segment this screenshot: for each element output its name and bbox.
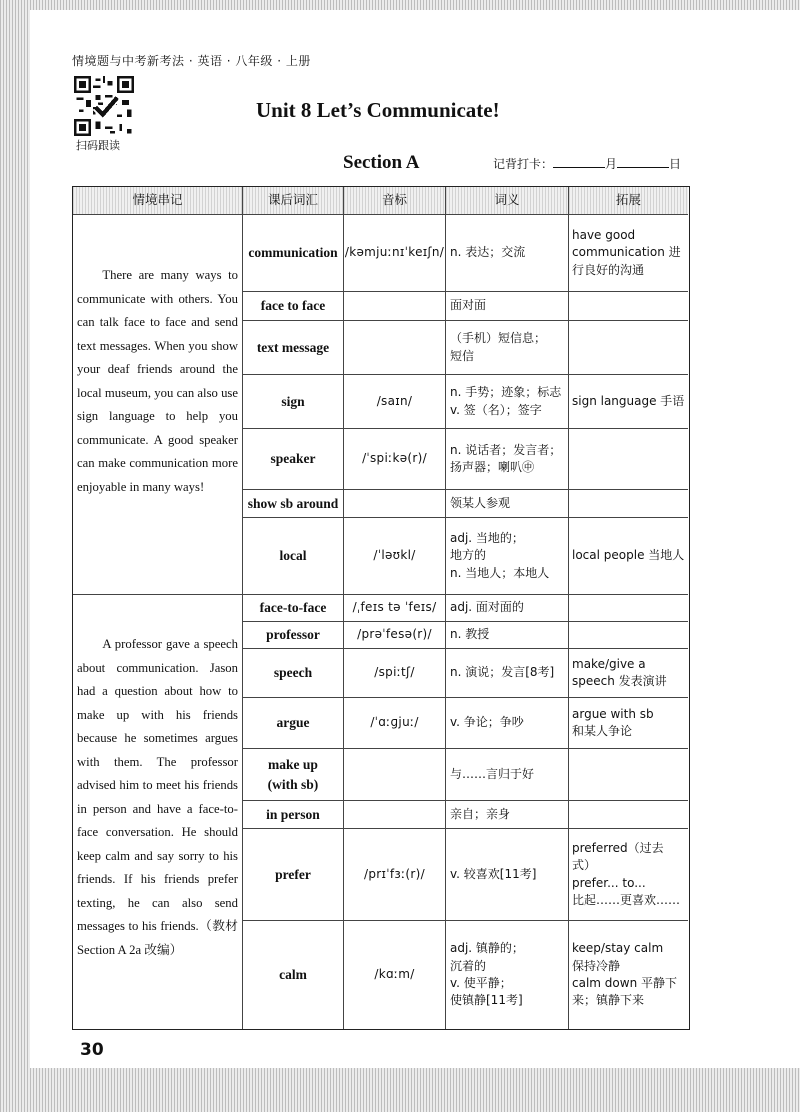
- extension-cell: [569, 595, 688, 622]
- phonetic-cell: [344, 292, 446, 321]
- word-cell: local: [243, 518, 344, 595]
- checkin-month: 月: [605, 157, 618, 171]
- extension-cell: argue with sb 和某人争论: [569, 698, 688, 749]
- phonetic-cell: /ˈɑːɡjuː/: [344, 698, 446, 749]
- header-phonetic: 音标: [344, 187, 446, 215]
- vocab-table: [72, 186, 690, 1030]
- phonetic-cell: [344, 321, 446, 375]
- extension-cell: preferred（过去式） prefer... to... 比起……更喜欢……: [569, 829, 688, 921]
- phonetic-cell: /ˈspiːkə(r)/: [344, 429, 446, 490]
- scan-edge-bottom: [0, 1068, 800, 1112]
- context-story-1: [73, 215, 243, 595]
- phonetic-cell: [344, 749, 446, 801]
- extension-cell: [569, 749, 688, 801]
- header-extension: 拓展: [569, 187, 688, 215]
- word-cell: argue: [243, 698, 344, 749]
- unit-title: Unit 8 Let’s Communicate!: [256, 98, 500, 122]
- page-number: 30: [80, 1040, 104, 1060]
- header-meaning: 词义: [446, 187, 569, 215]
- month-blank[interactable]: [553, 155, 605, 168]
- word-cell: make up (with sb): [243, 749, 344, 801]
- extension-cell: [569, 490, 688, 518]
- word-cell: show sb around: [243, 490, 344, 518]
- checkin-line: [493, 155, 681, 172]
- extension-cell: make/give a speech 发表演讲: [569, 649, 688, 698]
- qr-label: 扫码跟读: [76, 139, 120, 152]
- phonetic-cell: /kɑːm/: [344, 921, 446, 1029]
- meaning-cell: 面对面: [446, 292, 569, 321]
- word-cell: professor: [243, 622, 344, 649]
- context-story-2: [73, 595, 243, 1029]
- word-cell: speaker: [243, 429, 344, 490]
- extension-cell: [569, 429, 688, 490]
- meaning-cell: n. 教授: [446, 622, 569, 649]
- word-cell: calm: [243, 921, 344, 1029]
- phonetic-cell: /ˌfeɪs tə ˈfeɪs/: [344, 595, 446, 622]
- extension-cell: have good communication 进行良好的沟通: [569, 215, 688, 292]
- phonetic-cell: /ˈləʊkl/: [344, 518, 446, 595]
- word-cell: face-to-face: [243, 595, 344, 622]
- meaning-cell: n. 说话者；发言者； 扬声器；喇叭㊥: [446, 429, 569, 490]
- story-text: There are many ways to communicate with others. You can talk face to face and send text messages. When you show your deaf friends around the local museum, you can also use sign language to help you communicate. A good speaker can make communication more enjoyable in many ways!: [77, 268, 238, 494]
- scan-edge-top: [30, 0, 800, 10]
- word-cell: in person: [243, 801, 344, 829]
- phonetic-cell: [344, 490, 446, 518]
- meaning-cell: adj. 当地的； 地方的 n. 当地人；本地人: [446, 518, 569, 595]
- phonetic-cell: [344, 801, 446, 829]
- phonetic-cell: /prəˈfesə(r)/: [344, 622, 446, 649]
- section-title: Section A: [343, 152, 420, 173]
- story-text: A professor gave a speech about communication. Jason had a question about how to make up with his friends because he sometimes argues with them. The professor advised him to meet his friends in person and have a face-to-face conversation. He should keep calm and say sorry to his friends. If his friends prefer texting, he can also send messages to his friends.（教材 Section A 2a 改编）: [77, 637, 238, 957]
- book-title: 情境题与中考新考法 · 英语 · 八年级 · 上册: [72, 54, 311, 68]
- extension-cell: sign language 手语: [569, 375, 688, 429]
- word-cell: text message: [243, 321, 344, 375]
- word-cell: face to face: [243, 292, 344, 321]
- extension-cell: [569, 321, 688, 375]
- word-cell: speech: [243, 649, 344, 698]
- qr-code[interactable]: [74, 76, 134, 136]
- phonetic-cell: /spiːtʃ/: [344, 649, 446, 698]
- meaning-cell: adj. 面对面的: [446, 595, 569, 622]
- word-cell: prefer: [243, 829, 344, 921]
- checkin-day: 日: [669, 157, 682, 171]
- header-vocab: 课后词汇: [243, 187, 344, 215]
- phonetic-cell: /prɪˈfɜː(r)/: [344, 829, 446, 921]
- checkin-label: 记背打卡：: [493, 157, 554, 171]
- meaning-cell: n. 手势；迹象；标志 v. 签（名）；签字: [446, 375, 569, 429]
- word-cell: communication: [243, 215, 344, 292]
- extension-cell: [569, 292, 688, 321]
- meaning-cell: n. 表达；交流: [446, 215, 569, 292]
- meaning-cell: 领某人参观: [446, 490, 569, 518]
- meaning-cell: v. 较喜欢[11考]: [446, 829, 569, 921]
- extension-cell: [569, 801, 688, 829]
- phonetic-cell: /saɪn/: [344, 375, 446, 429]
- header-context: 情境串记: [73, 187, 243, 215]
- extension-cell: keep/stay calm 保持冷静 calm down 平静下来；镇静下来: [572, 941, 677, 1008]
- meaning-cell: 亲自；亲身: [446, 801, 569, 829]
- meaning-cell: v. 争论；争吵: [446, 698, 569, 749]
- meaning-cell: （手机）短信息； 短信: [446, 321, 569, 375]
- extension-cell: [569, 622, 688, 649]
- meaning-cell: 与……言归于好: [446, 749, 569, 801]
- extension-cell: local people 当地人: [569, 518, 688, 595]
- meaning-cell: n. 演说；发言[8考]: [446, 649, 569, 698]
- day-blank[interactable]: [617, 155, 669, 168]
- phonetic-cell: /kəmjuːnɪˈkeɪʃn/: [344, 215, 446, 292]
- meaning-cell: adj. 镇静的； 沉着的 v. 使平静； 使镇静[11考]: [446, 921, 569, 1029]
- word-cell: sign: [243, 375, 344, 429]
- scan-edge-left: [0, 0, 30, 1112]
